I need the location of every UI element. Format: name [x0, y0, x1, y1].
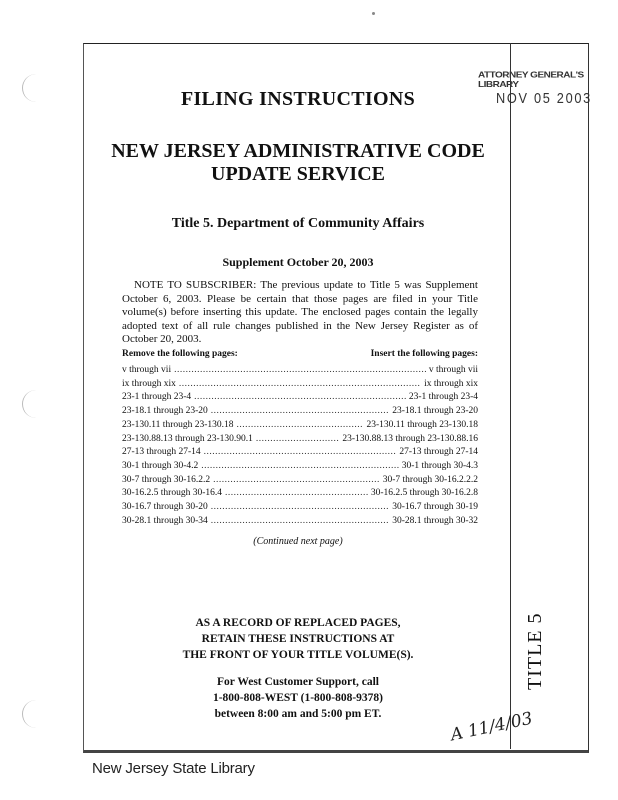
remove-pages: 23-1 through 23-4: [122, 392, 192, 403]
pages-table: [122, 364, 478, 528]
insert-pages: 30-16.2.5 through 30-16.2.8: [370, 488, 478, 499]
table-row: [122, 487, 478, 501]
dot-leader: [201, 460, 398, 474]
title-subject: Title 5. Department of Community Affairs: [171, 216, 425, 231]
dot-leader: [174, 364, 426, 378]
dot-leader: [211, 501, 389, 515]
record-line: RETAIN THESE INSTRUCTIONS AT: [201, 633, 395, 645]
insert-pages: ix through xix: [424, 378, 478, 389]
supplement-date: Supplement October 20, 2003: [222, 255, 374, 269]
received-date-stamp: NOV 05 2003: [496, 90, 592, 107]
punch-hole-mark: [22, 390, 37, 418]
remove-pages: 23-130.88.13 through 23-130.90.1: [122, 433, 253, 444]
pages-table-header: [122, 349, 478, 359]
record-line: THE FRONT OF YOUR TITLE VOLUME(S).: [182, 649, 414, 661]
insert-pages: 23-18.1 through 23-20: [392, 406, 478, 417]
table-row: [122, 405, 478, 419]
punch-hole-mark: [22, 700, 37, 728]
insert-pages: 23-130.11 through 23-130.18: [366, 419, 478, 430]
library-footer-stamp: New Jersey State Library: [92, 760, 255, 777]
record-line: AS A RECORD OF REPLACED PAGES,: [195, 617, 401, 629]
remove-pages: 30-1 through 30-4.2: [122, 460, 199, 471]
remove-pages: 30-7 through 30-16.2.2: [122, 474, 211, 485]
dot-leader: [204, 446, 397, 460]
insert-pages: 30-28.1 through 30-32: [392, 515, 478, 526]
insert-pages: v through vii: [428, 365, 478, 375]
table-row: [122, 446, 478, 460]
support-hours: between 8:00 am and 5:00 pm ET.: [214, 708, 382, 720]
table-row: [122, 474, 478, 488]
dot-leader: [179, 378, 421, 392]
table-row: [122, 501, 478, 515]
dot-leader: [256, 433, 339, 447]
dot-leader: [213, 474, 380, 488]
table-row: [122, 433, 478, 447]
dot-leader: [211, 405, 389, 419]
remove-pages: v through vii: [122, 365, 172, 375]
support-phone: 1-800-808-WEST (1-800-808-9378): [212, 692, 384, 704]
code-title: [88, 140, 508, 186]
code-title-line: NEW JERSEY ADMINISTRATIVE CODE: [111, 140, 485, 162]
remove-pages: 30-16.7 through 30-20: [122, 502, 208, 513]
insert-pages: 23-1 through 23-4: [408, 392, 478, 403]
insert-header: Insert the following pages:: [370, 349, 478, 359]
title-tab-label: TITLE 5: [524, 612, 546, 690]
dot-leader: [237, 419, 364, 433]
remove-header: Remove the following pages:: [122, 349, 238, 359]
insert-pages: 30-16.7 through 30-19: [392, 502, 478, 513]
tab-divider-line: [510, 43, 511, 749]
remove-pages: 23-130.11 through 23-130.18: [122, 419, 234, 430]
library-stamp: ATTORNEY GENERAL'S LIBRARY: [478, 70, 584, 90]
remove-pages: ix through xix: [122, 378, 176, 389]
handwritten-initials: A 11/4/03: [448, 708, 535, 746]
table-row: [122, 460, 478, 474]
dot-leader: [225, 487, 368, 501]
insert-pages: 23-130.88.13 through 23-130.88.16: [342, 433, 478, 444]
remove-pages: 30-16.2.5 through 30-16.4: [122, 488, 223, 499]
scan-speck: [372, 12, 375, 15]
insert-pages: 30-1 through 30-4.3: [401, 460, 478, 471]
table-row: [122, 378, 478, 392]
remove-pages: 27-13 through 27-14: [122, 447, 201, 458]
insert-pages: 27-13 through 27-14: [399, 447, 478, 458]
customer-support: [88, 674, 508, 722]
note-to-subscriber: NOTE TO SUBSCRIBER: The previous update to Title 5 was Supplement October 6, 2003. Please be certain that those pages are filed in your Title volume(s) before inserting this update. The enclosed pages contain the legally adopted text of all rule changes published in the New Jersey Register as of October 20, 2003.: [122, 279, 478, 346]
dot-leader: [194, 391, 406, 405]
remove-pages: 23-18.1 through 23-20: [122, 406, 208, 417]
dot-leader: [211, 515, 389, 529]
table-row: [122, 419, 478, 433]
table-row: [122, 515, 478, 529]
record-instructions: [88, 615, 508, 663]
table-row: [122, 391, 478, 405]
document-title: FILING INSTRUCTIONS: [180, 88, 416, 110]
remove-pages: 30-28.1 through 30-34: [122, 515, 208, 526]
support-line: For West Customer Support, call: [217, 676, 379, 688]
insert-pages: 30-7 through 30-16.2.2.2: [382, 474, 478, 485]
continued-note: (Continued next page): [253, 536, 343, 547]
table-row: [122, 364, 478, 378]
punch-hole-mark: [22, 74, 37, 102]
code-title-line: UPDATE SERVICE: [211, 163, 385, 185]
